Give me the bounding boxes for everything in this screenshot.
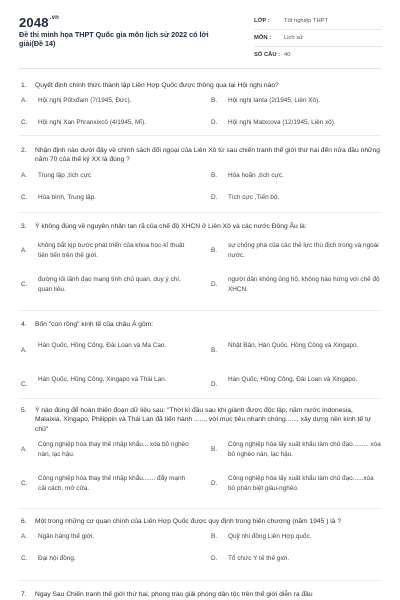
option-a[interactable] [21,171,191,181]
option-letter: A. [21,446,28,454]
lop-label: LỚP : [254,18,270,24]
option-text: Hội nghị Xan Phranxixcô (4/1945, Mĩ). [38,119,146,127]
option-text: Hòa bình, Trung lập. [38,193,96,201]
option-text: Công nghiệp hóa lấy xuất khẩu làm chủ đạo......xóa bỏ phân biệt giàu-nghèo. [228,475,374,493]
options [21,237,381,307]
option-letter: A. [21,97,28,105]
question-6 [21,517,381,568]
question-number: 3. [21,223,27,230]
option-a[interactable] [21,341,191,355]
option-text: Quỹ nhi đồng Liên Hợp quốc. [228,533,312,541]
option-letter: D. [211,119,218,127]
option-d[interactable] [211,275,381,295]
option-letter: C. [21,555,28,563]
question-3 [21,222,381,307]
option-text: Công nghiệp hóa thay thế nhập khẩu....... đẩy mạnh cải cách, mở cửa. [38,475,186,493]
option-letter: C. [21,119,28,127]
option-letter: C. [21,381,28,389]
question-number: 7. [21,591,27,598]
option-text: Tích cực ,Tiến bộ. [228,193,280,201]
question-header [21,222,381,231]
question-text: Ngay Sau Chiến tranh thế giới thứ hai, phong trào giải phóng dân tộc trên thế giới diễn ra đầu [35,591,313,598]
question-number: 1. [21,82,27,89]
options [21,335,381,405]
mon-label: MÔN : [254,35,272,41]
options [21,440,381,506]
question-2 [21,146,381,207]
option-letter: D. [211,480,218,488]
option-letter: D. [211,193,218,201]
option-text: Tổ chức Y tế thế giới. [228,555,290,563]
question-divider [19,580,381,581]
option-b[interactable] [211,241,381,261]
option-a[interactable] [21,532,191,542]
option-text: Công nghiệp hóa thay thế nhập khẩu... xóa bỏ nghèo nàn, lạc hậu. [38,441,189,459]
option-a[interactable] [21,241,191,261]
question-7 [21,590,381,599]
question-text: Nhận định nào dưới đây về chính sách đối ngoại của Liên Xô từ sau chiến tranh thế giới thứ hai đến nửa đầu những năm 70 của thế kỷ XX là đúng ? [35,147,380,164]
option-text: sự chống phá của các thế lực thù địch trong và ngoài nước. [228,242,379,260]
question-text: Một trong những cơ quan chính của Liên Hợp Quốc được quy định trong hiến chương (năm 1945 ) là ? [35,518,342,525]
option-c[interactable] [21,193,191,203]
mon-value: Lịch sử [284,35,304,41]
option-text: Hội nghị Pốtxđam (7/1945, Đức). [38,97,132,105]
option-c[interactable] [21,375,191,389]
question-number: 4. [21,321,27,328]
question-header [21,320,381,329]
option-b[interactable] [211,341,381,355]
question-number: 2. [21,147,27,154]
option-letter: B. [211,247,218,255]
option-c[interactable] [21,275,191,295]
question-text: Bốn "con rồng" kinh tế của châu Á gồm: [35,321,154,328]
option-text: đường lối lãnh đạo mang tính chủ quan, duy ý chí, quan liêu. [38,276,181,294]
socau-label: SỐ CÂU : [254,52,281,58]
option-letter: C. [21,281,28,289]
option-d[interactable] [211,375,381,389]
option-text: Hàn Quốc, Hồng Công, Đài Loan và Ma Cao. [38,342,167,350]
option-text: Ngân hàng thế giới. [38,533,95,541]
question-divider [19,398,381,399]
option-text: Hàn Quốc, Hồng Công, Đài Loan và Xingapo. [228,376,358,384]
option-letter: B. [211,97,218,105]
option-letter: A. [21,347,28,355]
brand-suffix: .vn [49,15,60,21]
question-divider [19,310,381,311]
question-header [21,590,381,599]
option-text: Hòa hoãn ,tích cực. [228,171,284,179]
option-letter: B. [211,347,218,355]
option-b[interactable] [211,171,381,181]
question-number: 6. [21,518,27,525]
question-4 [21,320,381,405]
question-divider [19,212,381,213]
question-5 [21,406,381,506]
question-text: Ý không đúng về nguyên nhân tan rã của chế độ XHCN ở Liên Xô và các nước Đông Âu là: [35,223,307,230]
option-text: không bắt kịp bước phát triển của khoa học-kĩ thuật tiên tiến trên thế giới. [38,242,185,260]
question-header [21,146,381,165]
option-b[interactable] [211,532,381,542]
option-b[interactable] [211,96,381,106]
option-letter: A. [21,247,28,255]
option-text: Đại hội đồng. [38,555,76,563]
option-c[interactable] [21,118,191,128]
question-1 [21,81,381,132]
option-text: Hội nghị Matxcova (12/1945, Liên xô). [228,119,336,127]
option-a[interactable] [21,96,191,106]
option-text: Hội nghị Ianta (2/1945, Liên Xô). [228,97,321,105]
option-letter: B. [211,533,218,541]
question-text: Quyết định chính thức thành lập Liên Hợp Quốc được thông qua tại Hội nghị nào? [35,82,279,89]
question-divider [19,135,381,136]
option-letter: B. [211,446,218,454]
option-letter: A. [21,171,28,179]
option-letter: A. [21,533,28,541]
option-letter: C. [21,480,28,488]
socau-value: 40 [284,52,291,58]
option-d[interactable] [211,554,381,564]
option-letter: D. [211,281,218,289]
question-header [21,81,381,90]
option-d[interactable] [211,474,381,494]
page-title: Đề thi minh họa THPT Quốc gia môn lịch sử 2022 có lời giải(Đề 14) [19,30,209,49]
option-c[interactable] [21,554,191,564]
option-d[interactable] [211,193,381,203]
option-letter: B. [211,171,218,179]
options [21,96,381,132]
lop-value: Tốt nghiệp THPT [284,18,329,24]
question-number: 5. [21,407,27,414]
option-text: người dân không ủng hộ, không hào hứng với chế độ XHCN. [228,276,380,294]
option-text: Công nghiệp hóa lấy xuất khẩu làm chủ đạo......... xóa bỏ nghèo nàn, lạc hậu. [228,441,381,459]
option-letter: C. [21,193,28,201]
option-text: Hàn Quốc, Hồng Công, Xingapo và Thái Lan. [38,376,167,384]
question-header [21,406,381,434]
question-divider [19,508,381,509]
option-letter: D. [211,555,218,563]
question-text: Ý nào đúng để hoàn thiện đoạn dữ liệu sau: "Thời kì đầu sau khi giành được độc lập, năm nước Indonesia, Malaixia, Xingapo, Philippin và Thái Lan đã tiến hành ......, với mục tiêu nhanh chóng......, xây dựng nền kinh tế tự chủ" [35,407,372,433]
option-text: Trung lập ,tích cực [38,171,92,179]
option-b[interactable] [211,440,381,460]
option-a[interactable] [21,440,191,460]
option-d[interactable] [211,118,381,128]
option-letter: D. [211,381,218,389]
option-text: Nhật Bản, Hàn Quốc, Hồng Công và Xingapo. [228,342,359,350]
brand-name: 2048 [19,15,49,30]
options [21,532,381,568]
option-c[interactable] [21,474,191,494]
options [21,171,381,207]
question-header [21,517,381,526]
